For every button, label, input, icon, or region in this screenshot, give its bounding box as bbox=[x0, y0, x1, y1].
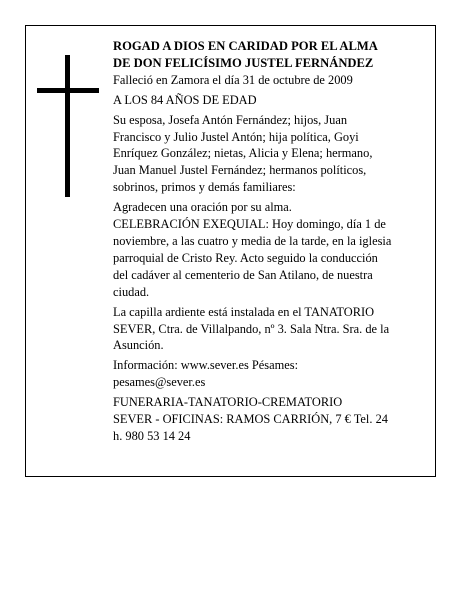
ceremony-line: CELEBRACIÓN EXEQUIAL: Hoy domingo, día 1 de bbox=[113, 217, 386, 232]
ceremony-line: ciudad. bbox=[113, 284, 150, 299]
cross-vertical-bar bbox=[65, 55, 70, 197]
ceremony-line: parroquial de Cristo Rey. Acto seguido la conducción bbox=[113, 250, 378, 265]
family-line: Su esposa, Josefa Antón Fernández; hijos, Juan bbox=[113, 112, 348, 127]
age-line: A LOS 84 AÑOS DE EDAD bbox=[113, 92, 257, 107]
chapel-line: La capilla ardiente está instalada en el TANATORIO bbox=[113, 304, 375, 319]
cross-horizontal-bar bbox=[37, 88, 99, 93]
funeral-home-line: h. 980 53 14 24 bbox=[113, 428, 191, 443]
death-line: Falleció en Zamora el día 31 de octubre de 2009 bbox=[113, 72, 353, 87]
info-line: Información: www.sever.es Pésames: bbox=[113, 358, 299, 373]
family-line: Francisco y Julio Justel Antón; hija política, Goyi bbox=[113, 129, 359, 144]
family-line: sobrinos, primos y demás familiares: bbox=[113, 180, 296, 195]
ceremony-paragraph bbox=[113, 216, 425, 301]
thanks-line: Agradecen una oración por su alma. bbox=[113, 200, 292, 215]
ceremony-line: noviembre, a las cuatro y media de la tarde, en la iglesia bbox=[113, 233, 392, 248]
info-line: pesames@sever.es bbox=[113, 375, 206, 390]
cross-icon bbox=[37, 55, 99, 197]
family-paragraph bbox=[113, 112, 425, 197]
chapel-paragraph bbox=[113, 304, 425, 355]
heading-line-1: ROGAD A DIOS EN CARIDAD POR EL ALMA bbox=[113, 39, 378, 53]
funeral-home-paragraph bbox=[113, 394, 425, 445]
info-paragraph bbox=[113, 357, 425, 391]
obituary-text bbox=[113, 38, 425, 445]
chapel-line: Asunción. bbox=[113, 338, 164, 353]
heading-line-2: DE DON FELICÍSIMO JUSTEL FERNÁNDEZ bbox=[113, 55, 374, 70]
funeral-home-line: SEVER - OFICINAS: RAMOS CARRIÓN, 7 € Tel. 24 bbox=[113, 412, 388, 427]
family-line: Juan Manuel Justel Fernández; hermanos políticos, bbox=[113, 163, 367, 178]
family-line: Enríquez González; nietas, Alicia y Elena; hermano, bbox=[113, 146, 373, 161]
chapel-line: SEVER, Ctra. de Villalpando, nº 3. Sala Ntra. Sra. de la bbox=[113, 321, 390, 336]
funeral-home-line: FUNERARIA-TANATORIO-CREMATORIO bbox=[113, 395, 343, 410]
ceremony-line: del cadáver al cementerio de San Atilano, de nuestra bbox=[113, 267, 373, 282]
